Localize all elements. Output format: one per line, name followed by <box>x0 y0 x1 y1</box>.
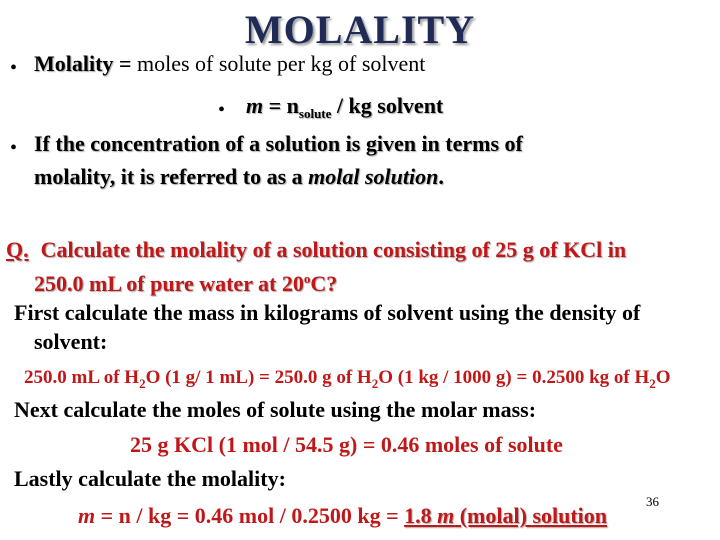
step1-line1: First calculate the mass in kilograms of solvent using the density of <box>14 300 641 325</box>
definition-text: moles of solute per kg of solvent <box>136 51 426 76</box>
bullet3-line2 <box>34 163 444 191</box>
calc-part: O (1 g/ 1 mL) = 250.0 g of H <box>145 367 372 388</box>
question-line2 <box>34 265 337 298</box>
definition-line <box>34 50 425 78</box>
degree-sup: o <box>303 271 311 286</box>
calc-mid: = n / kg = 0.46 mol / 0.2500 kg = <box>95 503 405 528</box>
answer-unit-text: (molal) solution <box>454 503 608 528</box>
step2-line: Next calculate the moles of solute using the molar mass: <box>14 397 537 422</box>
bullet-dot: • <box>10 57 18 79</box>
bullet-dot: • <box>218 99 226 121</box>
equals-sign: = <box>113 51 137 76</box>
bullet3-text: molality, it is referred to as a <box>34 164 309 189</box>
calc-sub: 2 <box>139 376 146 391</box>
step1-line2: solvent: <box>34 329 108 354</box>
question-text2: 250.0 mL of pure water at 20 <box>34 271 304 296</box>
slide-title: MOLALITY <box>244 7 476 52</box>
formula-line <box>246 92 443 128</box>
calc-sub: 2 <box>649 376 656 391</box>
answer-value: 1.8 <box>404 503 438 528</box>
calc-m: m <box>78 503 96 528</box>
formula-rest: / kg solvent <box>331 93 444 118</box>
step2-calc: 25 g KCl (1 mol / 54.5 g) = 0.46 moles of solute <box>130 432 563 457</box>
question-line1 <box>6 236 626 264</box>
final-answer <box>404 503 607 528</box>
answer-unit-m: m <box>437 503 455 528</box>
bullet3-line1: If the concentration of a solution is given in terms of <box>34 131 523 156</box>
question-text: Calculate the molality of a solution consisting of 25 g of KCl in <box>40 237 627 262</box>
step3-calc <box>78 502 607 530</box>
question-prefix: Q. <box>6 237 29 262</box>
calc-part: O <box>655 367 671 388</box>
calc-part: O (1 kg / 1000 g) = 0.2500 kg of H <box>378 367 650 388</box>
page-number: 36 <box>646 494 659 509</box>
molality-term: Molality <box>34 51 114 76</box>
step1-calc <box>24 367 671 392</box>
question-text3: C? <box>310 271 338 296</box>
step3-line: Lastly calculate the molality: <box>14 466 286 491</box>
formula-eq: = n <box>263 93 299 118</box>
bullet-dot: • <box>10 137 18 159</box>
formula-sub: solute <box>298 106 332 121</box>
molal-solution-term: molal solution <box>308 164 439 189</box>
calc-sub: 2 <box>371 376 379 391</box>
formula-m: m <box>246 93 264 118</box>
bullet3-period: . <box>438 164 444 189</box>
calc-part: 250.0 mL of H <box>24 367 140 388</box>
